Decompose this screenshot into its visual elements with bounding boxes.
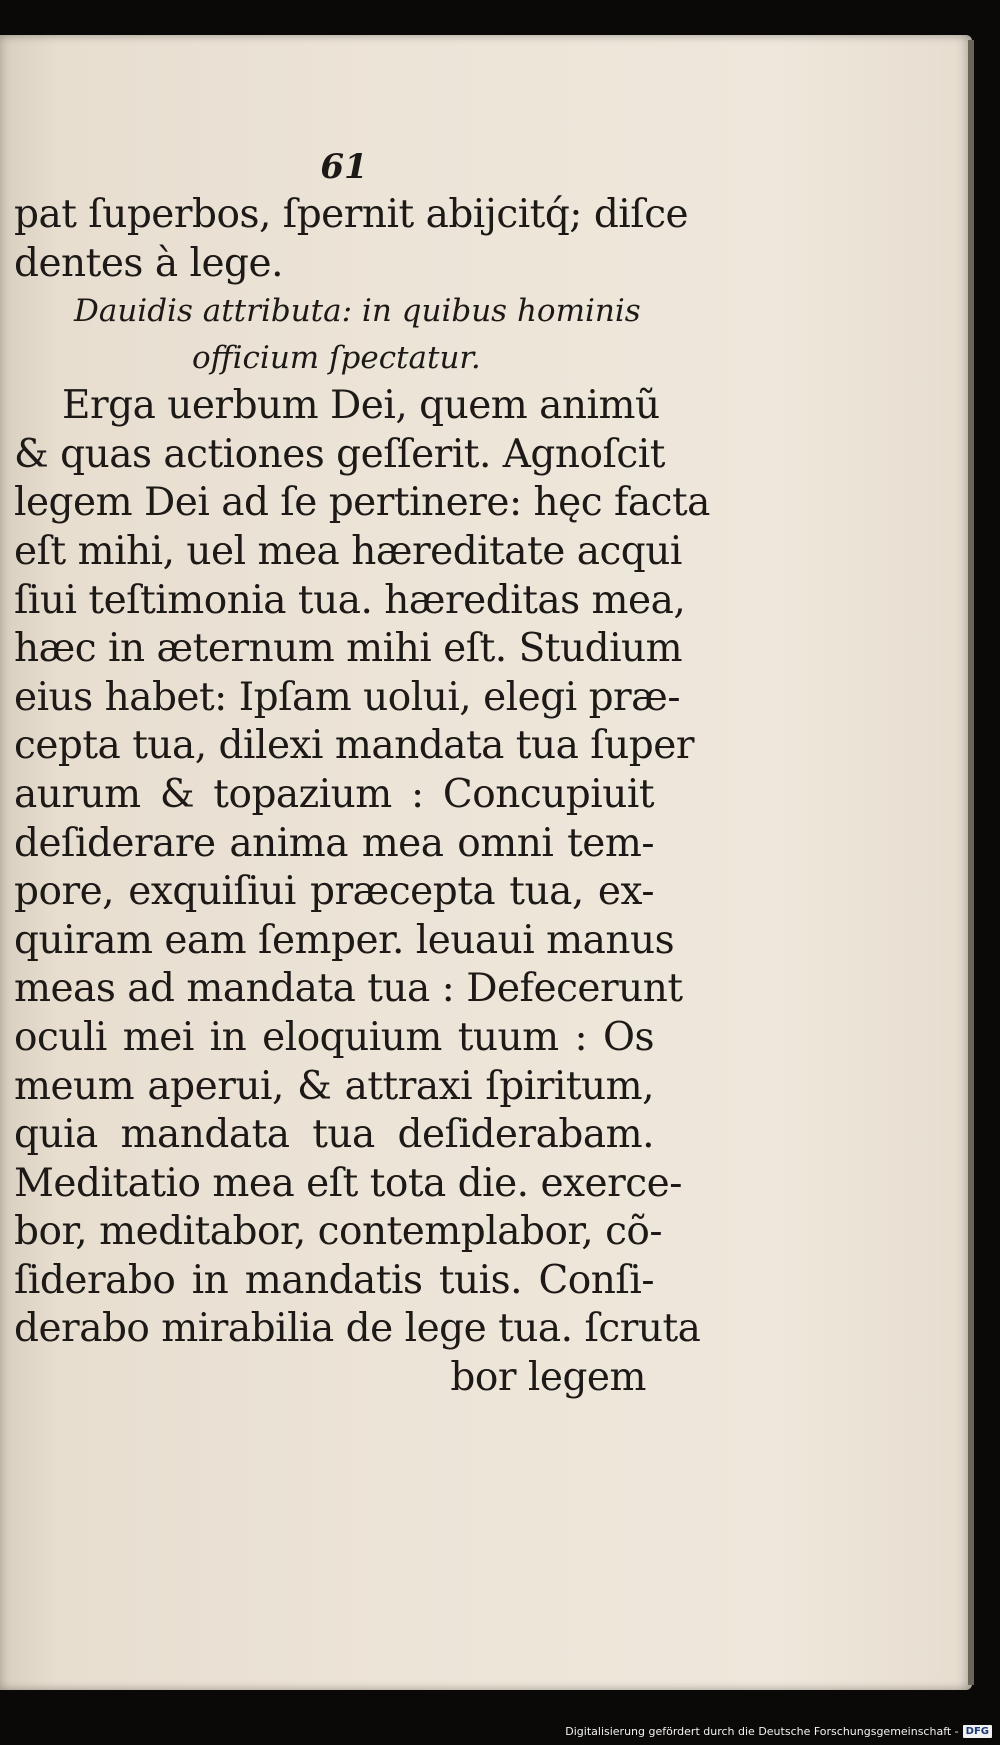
dfg-logo: DFG (963, 1725, 992, 1738)
text-line: dentes à lege. (14, 240, 283, 286)
text-line: meum aperui, & attraxi ſpiritum, (14, 1063, 654, 1109)
text-line: legem Dei ad ſe pertinere: hęc facta (14, 480, 710, 526)
credit-text: Digitalisierung gefördert durch die Deutsche Forschungsgemeinschaft - (565, 1724, 959, 1738)
text-line: hæc in æternum mihi eſt. Studium (14, 626, 683, 672)
text-line: derabo mirabilia de lege tua. ſcruta (14, 1306, 701, 1352)
text-line: deſiderare anima mea omni tem- (14, 820, 654, 866)
page-edge-shadow (968, 40, 974, 1685)
text-line: cepta tua, dilexi mandata tua ſuper (14, 723, 694, 769)
text-line: pore, exquiſiui præcepta tua, ex- (14, 869, 654, 915)
text-line: pat ſuperbos, ſpernit abijcitq́; diſce (14, 192, 689, 237)
text-line: aurum & topazium : Concupiuit (14, 771, 654, 817)
text-line: & quas actiones geſſerit. Agnoſcit (14, 431, 665, 477)
text-line: Meditatio mea eſt tota die. exerce- (14, 1160, 682, 1206)
text-line: Erga uerbum Dei, quem animũ (62, 383, 660, 429)
page-text (14, 143, 710, 1403)
digitization-credit (565, 1723, 992, 1739)
text-line: eius habet: Ipſam uolui, elegi præ- (14, 674, 681, 720)
text-line: quia mandata tua deſiderabam. (14, 1112, 654, 1158)
page-number: 61 (320, 147, 368, 187)
text-line: bor, meditabor, contemplabor, cõ- (14, 1209, 663, 1255)
text-line: meas ad mandata tua : Defecerunt (14, 966, 683, 1012)
text-line: eſt mihi, uel mea hæreditate acqui (14, 528, 682, 574)
text-line: ſiderabo in mandatis tuis. Conſi- (14, 1257, 654, 1303)
text-line: ſiui teſtimonia tua. hæreditas mea, (14, 577, 686, 623)
text-line: quiram eam ſemper. leuaui manus (14, 917, 675, 963)
catchword: bor legem (450, 1355, 646, 1401)
book-page (0, 35, 972, 1690)
text-line: oculi mei in eloquium tuum : Os (14, 1014, 654, 1060)
section-heading: officium ſpectatur. (192, 340, 481, 377)
section-heading: Dauidis attributa: in quibus hominis (74, 293, 641, 330)
